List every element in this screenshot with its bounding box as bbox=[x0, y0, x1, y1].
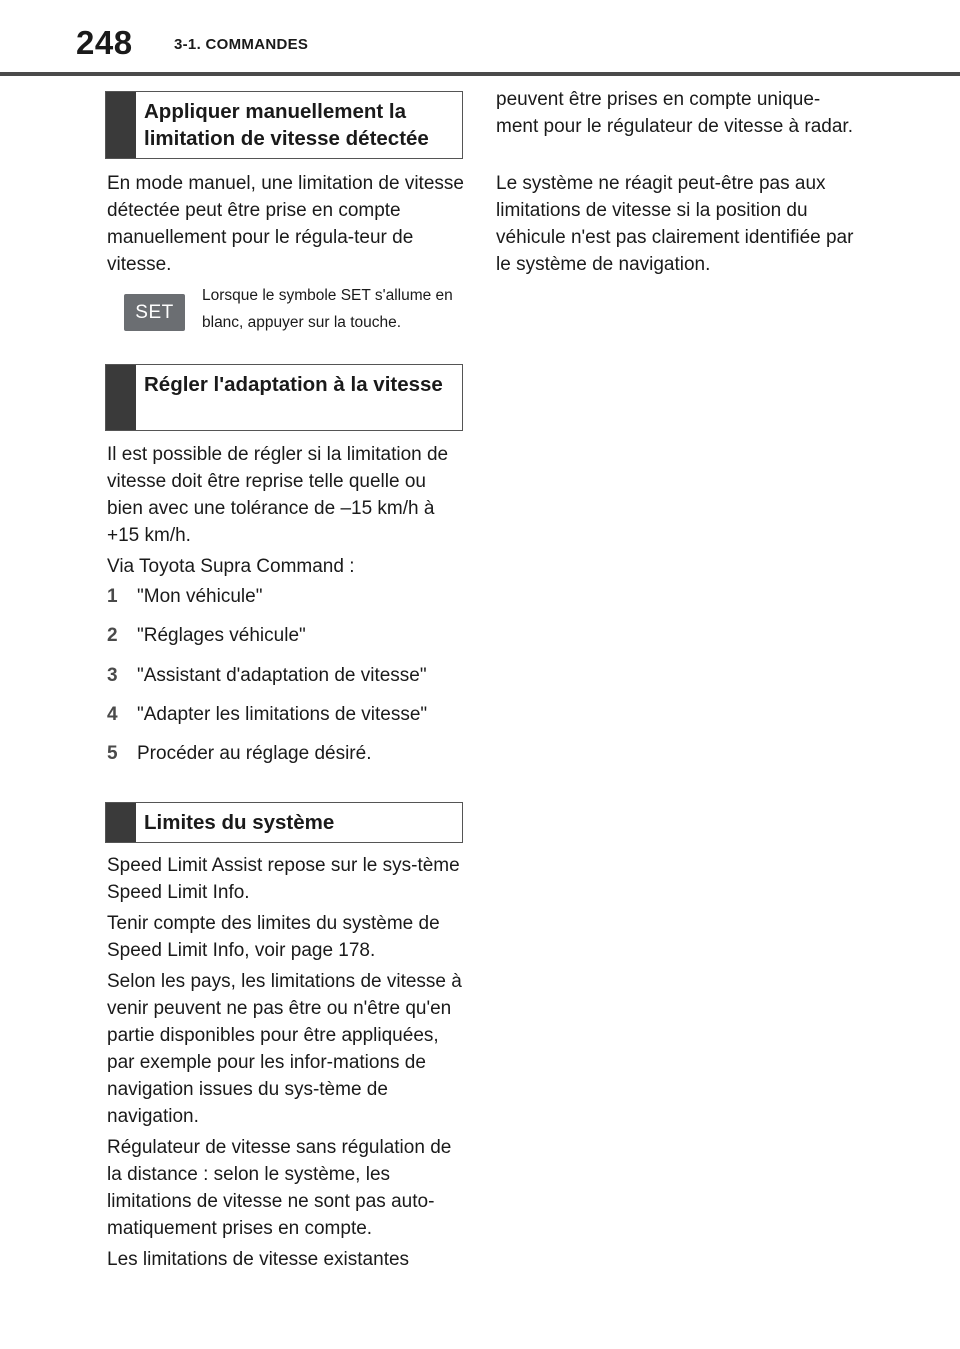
heading-text: Limites du système bbox=[144, 811, 335, 834]
step-number: 3 bbox=[107, 665, 118, 686]
paragraph-limits-2: Tenir compte des limites du système de Speed Limit Info, voir page 178. bbox=[107, 913, 440, 961]
paragraph-right-2: Le système ne réagit peut-être pas aux limitations de vitesse si la position du véhicule n'est pas clairement identifiée par le système de navigation. bbox=[496, 173, 854, 275]
heading-bar bbox=[106, 365, 136, 430]
step-text: Procéder au réglage désiré. bbox=[137, 743, 372, 764]
paragraph-right-1: peuvent être prises en compte unique-ment pour le régulateur de vitesse à radar. bbox=[496, 89, 853, 137]
step-number: 5 bbox=[107, 743, 118, 764]
step-number: 4 bbox=[107, 704, 118, 725]
heading-speed-adaptation bbox=[105, 364, 463, 431]
step-number: 1 bbox=[107, 586, 118, 607]
step-text: "Assistant d'adaptation de vitesse" bbox=[137, 665, 427, 686]
step-text: "Réglages véhicule" bbox=[137, 625, 306, 646]
step-5 bbox=[107, 740, 467, 767]
paragraph-via-command: Via Toyota Supra Command : bbox=[107, 556, 355, 577]
page-number: 248 bbox=[76, 24, 133, 61]
set-button-icon: SET bbox=[124, 294, 185, 331]
step-1 bbox=[107, 583, 467, 610]
step-2 bbox=[107, 622, 467, 649]
page-header bbox=[0, 0, 960, 76]
header-rule bbox=[0, 72, 960, 76]
paragraph-limits-3: Selon les pays, les limitations de vitesse à venir peuvent ne pas être ou n'être qu'en partie disponibles pour être appliquées, par exemple pour les infor-mations de navigation issues du sys-tème de navigation. bbox=[107, 971, 462, 1127]
paragraph-manual-mode: En mode manuel, une limitation de vitesse détectée peut être prise en compte manuellement pour le régula-teur de vitesse. bbox=[107, 173, 464, 275]
paragraph-limits-4: Régulateur de vitesse sans régulation de la distance : selon le système, les limitations de vitesse ne sont pas auto-matiquement prises en compte. bbox=[107, 1137, 452, 1239]
paragraph-adaptation: Il est possible de régler si la limitation de vitesse doit être reprise telle quelle ou bien avec une tolérance de –15 km/h à +15 km/h. bbox=[107, 444, 449, 546]
heading-text: Régler l'adaptation à la vitesse bbox=[144, 373, 443, 396]
paragraph-limits-1: Speed Limit Assist repose sur le sys-tème Speed Limit Info. bbox=[107, 855, 460, 903]
paragraph-limits-5: Les limitations de vitesse existantes bbox=[107, 1249, 410, 1270]
step-4 bbox=[107, 701, 467, 728]
step-text: "Adapter les limitations de vitesse" bbox=[137, 704, 428, 725]
heading-text: Appliquer manuellement la limitation de vitesse détectée bbox=[144, 100, 429, 150]
step-text: "Mon véhicule" bbox=[137, 586, 263, 607]
set-button-note: Lorsque le symbole SET s'allume en blanc, appuyer sur la touche. bbox=[202, 287, 453, 331]
chapter-title: 3-1. COMMANDES bbox=[174, 36, 309, 53]
step-3 bbox=[107, 662, 467, 689]
heading-apply-speed-limit bbox=[105, 91, 463, 159]
step-number: 2 bbox=[107, 625, 118, 646]
heading-bar bbox=[106, 803, 136, 842]
heading-bar bbox=[106, 92, 136, 158]
heading-system-limits bbox=[105, 802, 463, 843]
